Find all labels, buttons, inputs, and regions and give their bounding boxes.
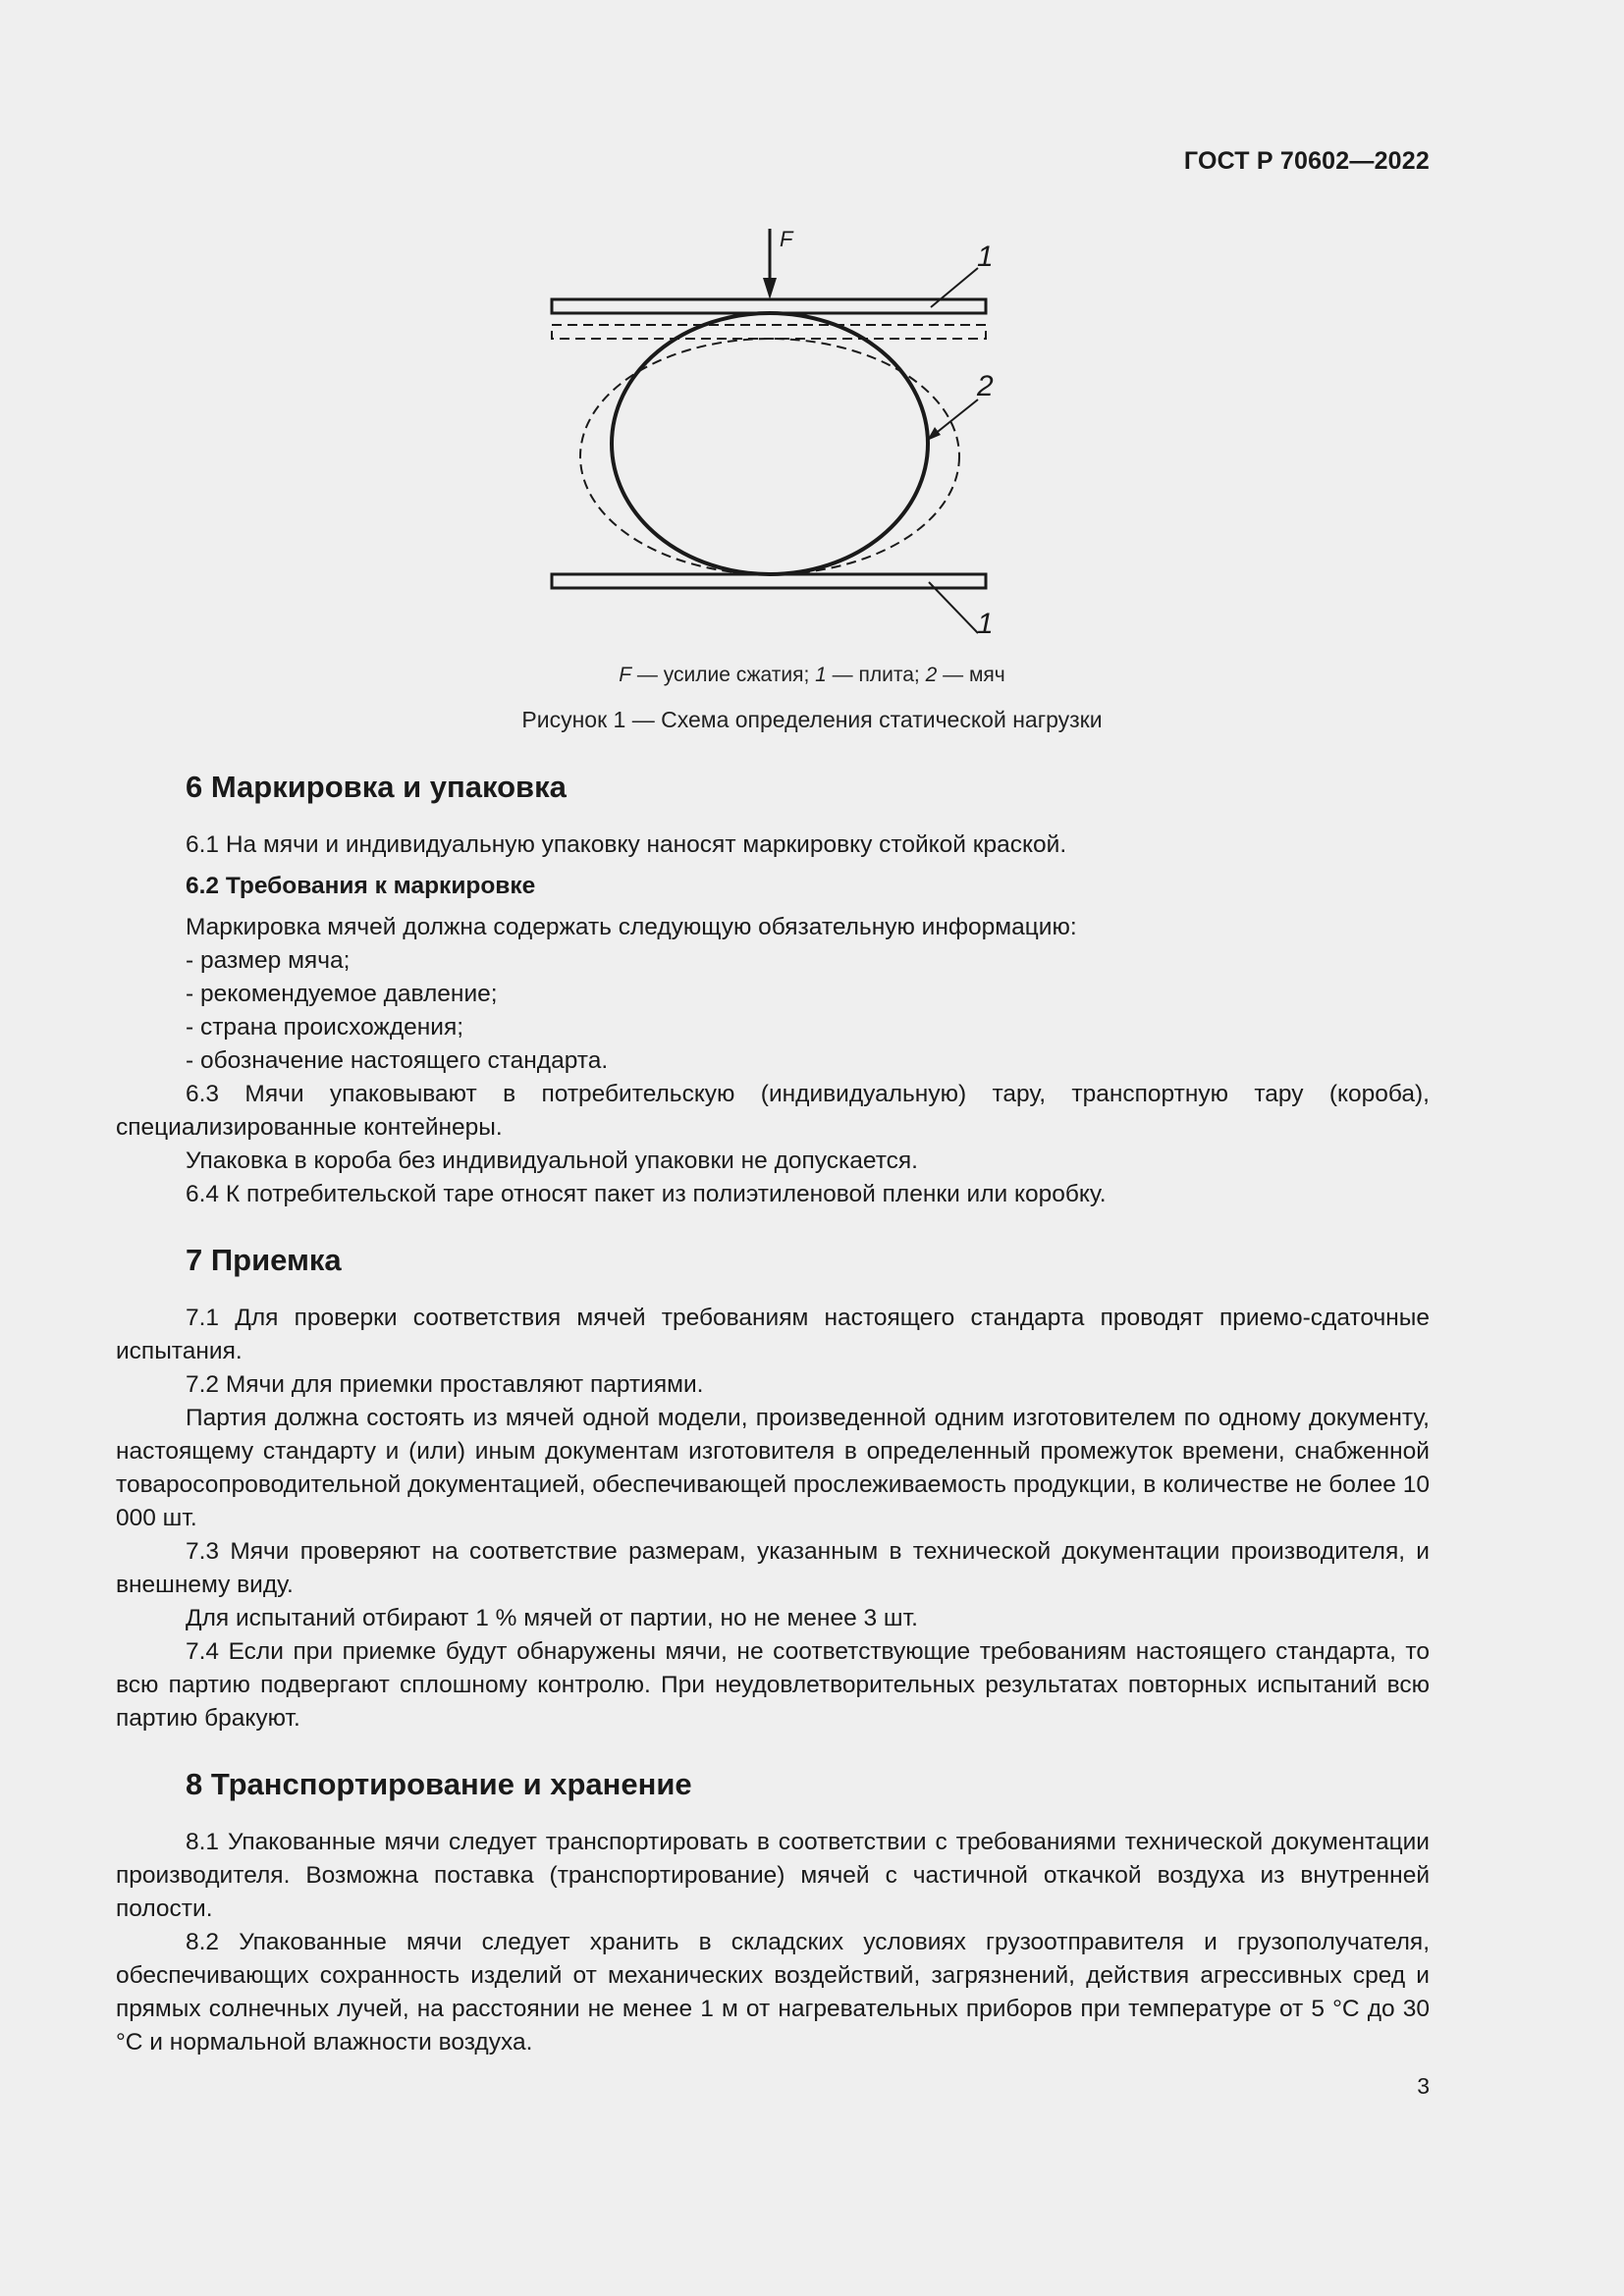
- figure-caption: Рисунок 1 — Схема определения статической нагрузки: [521, 707, 1103, 732]
- list-item: - страна происхождения;: [186, 1014, 464, 1041]
- legend-f: F: [619, 664, 632, 686]
- list-item: - обозначение настоящего стандарта.: [186, 1047, 609, 1074]
- paragraph-7-1: 7.1 Для проверки соответствия мячей требованиям настоящего стандарта проводят приемо-сдаточные испытания.: [116, 1305, 1430, 1364]
- paragraph-7-2-b: Партия должна состоять из мячей одной модели, произведенной одним изготовителем по одному документу, настоящему стандарту и (или) иным документам изготовителя в определенный промежуток времени, снабженной товаросопроводительной документацией, обеспечивающей прослеживаемость продукции, в количестве не более 10 000 шт.: [116, 1405, 1430, 1531]
- paragraph-6-4: 6.4 К потребительской таре относят пакет из полиэтиленовой пленки или коробку.: [186, 1181, 1107, 1207]
- force-label: F: [780, 227, 793, 251]
- page-number: 3: [1417, 2073, 1430, 2099]
- paragraph-7-2: 7.2 Мячи для приемки проставляют партиями.: [186, 1371, 704, 1398]
- subsection-6-2-title: 6.2 Требования к маркировке: [186, 873, 536, 899]
- legend-n2-text: — мяч: [937, 664, 1005, 686]
- paragraph-6-1: 6.1 На мячи и индивидуальную упаковку наносят маркировку стойкой краской.: [186, 831, 1067, 858]
- paragraph-6-3: 6.3 Мячи упаковывают в потребительскую (индивидуальную) тару, транспортную тару (короба), специализированные контейнеры.: [116, 1081, 1430, 1141]
- paragraph-8-1: 8.1 Упакованные мячи следует транспортировать в соответствии с требованиями технической документации производителя. Возможна поставка (транспортирование) мячей с частичной откачкой воздуха из внутренней полости.: [116, 1829, 1430, 1922]
- list-item: - размер мяча;: [186, 947, 351, 974]
- ball: [612, 313, 928, 574]
- paragraph-6-2-intro: Маркировка мячей должна содержать следующую обязательную информацию:: [186, 914, 1077, 940]
- top-plate: [552, 299, 986, 313]
- leader-top-plate: [931, 268, 978, 307]
- bottom-plate: [552, 574, 986, 588]
- label-plate-top: 1: [977, 240, 994, 273]
- list-item: - рекомендуемое давление;: [186, 981, 498, 1007]
- section-8-title: 8 Транспортирование и хранение: [186, 1767, 692, 1801]
- document-body: [116, 766, 1430, 2059]
- paragraph-7-4: 7.4 Если при приемке будут обнаружены мячи, не соответствующие требованиям настоящего стандарта, то всю партию подвергают сплошному контролю. При неудовлетворительных результатах повторных испытаний всю партию бракуют.: [116, 1638, 1430, 1732]
- document-code: ГОСТ Р 70602—2022: [1183, 147, 1430, 175]
- paragraph-6-3-b: Упаковка в короба без индивидуальной упаковки не допускается.: [186, 1148, 918, 1174]
- paragraph-8-2: 8.2 Упакованные мячи следует хранить в складских условиях грузоотправителя и грузополучателя, обеспечивающих сохранность изделий от механических воздействий, загрязнений, действия агрессивных сред и прямых солнечных лучей, на расстоянии не менее 1 м от нагревательных приборов при температуре от 5 °С до 30 °С и нормальной влажности воздуха.: [116, 1929, 1430, 2056]
- section-7-title: 7 Приемка: [186, 1243, 342, 1277]
- label-ball: 2: [977, 370, 994, 402]
- legend-n1-text: — плита;: [826, 664, 926, 686]
- paragraph-7-3-b: Для испытаний отбирают 1 % мячей от партии, но не менее 3 шт.: [186, 1605, 918, 1631]
- paragraph-7-3: 7.3 Мячи проверяют на соответствие размерам, указанным в технической документации производителя, и внешнему виду.: [116, 1538, 1430, 1598]
- static-load-diagram: [530, 221, 1041, 653]
- section-6-title: 6 Маркировка и упаковка: [186, 770, 567, 804]
- legend-f-text: — усилие сжатия;: [631, 664, 816, 686]
- label-plate-bottom: 1: [977, 608, 994, 640]
- figure-legend: [0, 664, 1624, 687]
- force-arrowhead: [763, 278, 777, 299]
- legend-n2: 2: [925, 664, 938, 686]
- legend-n1: 1: [815, 664, 827, 686]
- top-plate-initial: [552, 325, 986, 339]
- leader-bottom-plate: [929, 582, 978, 633]
